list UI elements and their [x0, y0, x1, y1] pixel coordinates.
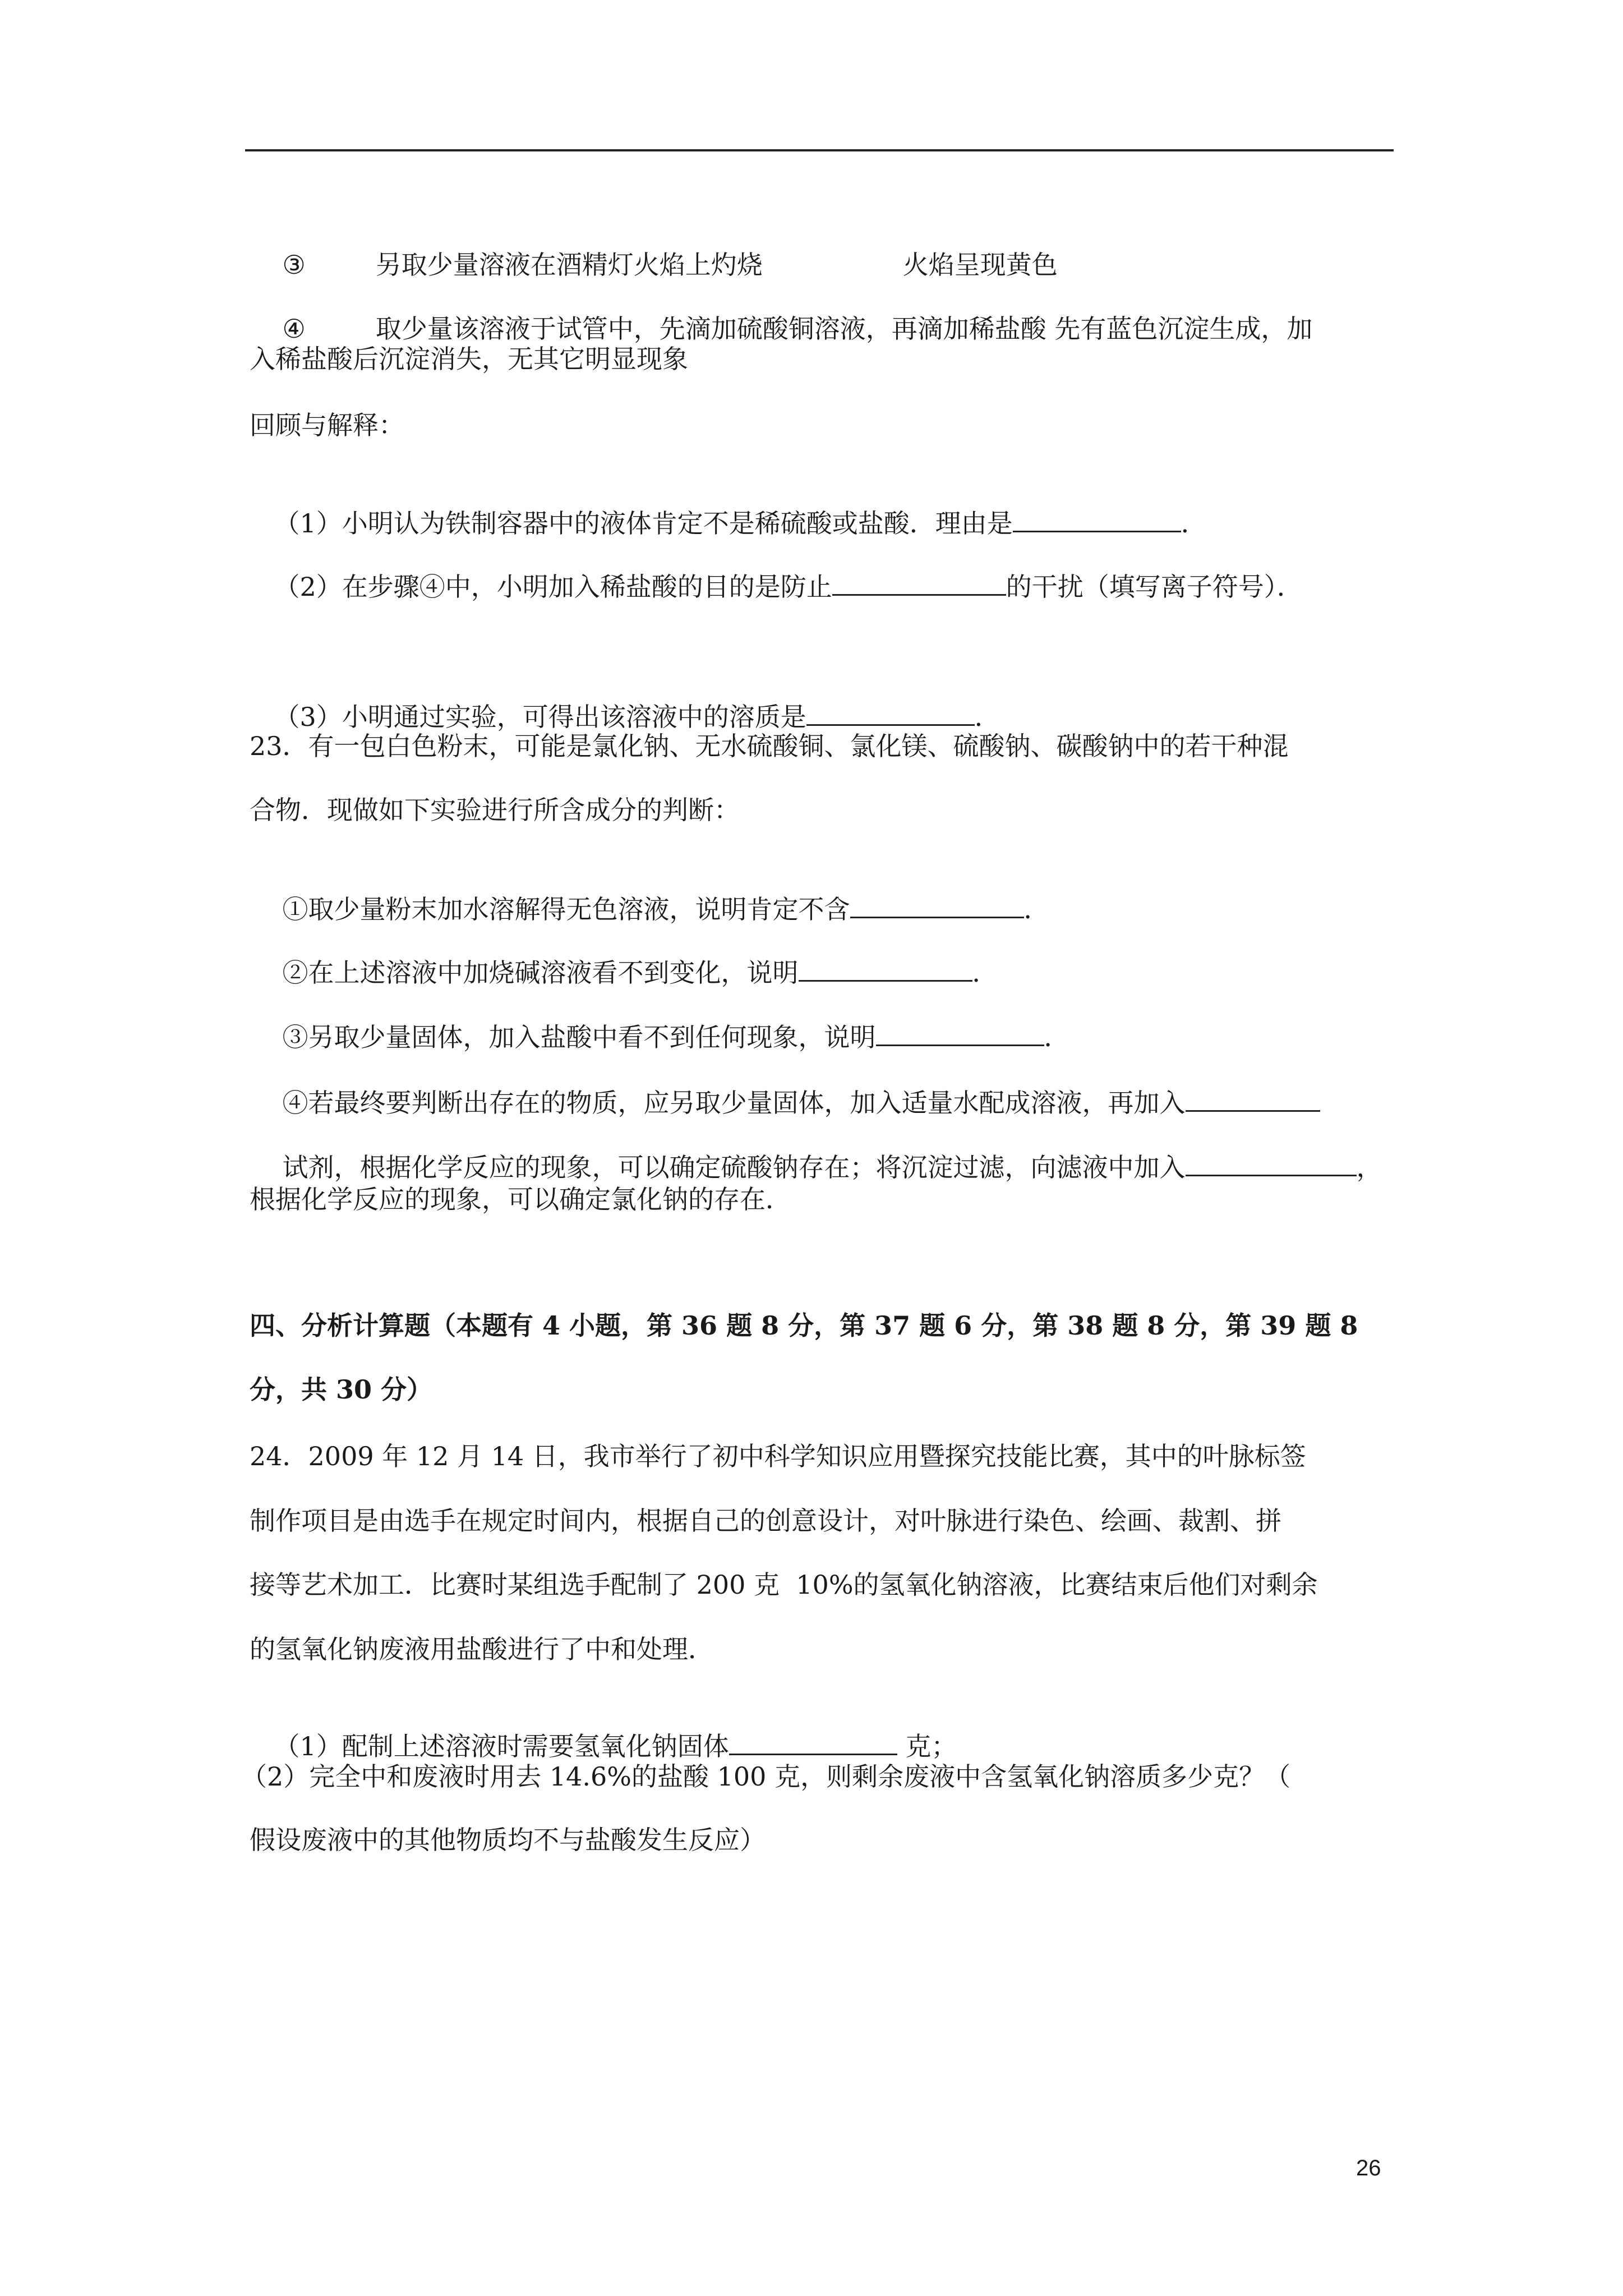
- q23-stem: 23．有一包白色粉末，可能是氯化钠、无水硫酸铜、氯化镁、硫酸钠、碳酸钠中的若干种混: [250, 731, 1289, 761]
- q24-stem: 24．2009 年 12 月 14 日，我市举行了初中科学知识应用暨探究技能比赛，其中的叶脉标签: [250, 1441, 1306, 1471]
- q24-part-2: （2）完全中和废液时用去 14.6%的盐酸 100 克，则剩余废液中含氢氧化钠溶质多少克？（: [241, 1761, 1291, 1792]
- answer-blank[interactable]: [1013, 506, 1181, 532]
- punctuation: ，: [1356, 1152, 1382, 1182]
- answer-blank[interactable]: [850, 892, 1024, 918]
- q24-stem-line-2: 制作项目是由选手在规定时间内，根据自己的创意设计，对叶脉进行染色、绘画、裁割、拼: [250, 1506, 1281, 1536]
- punctuation: ．: [972, 958, 998, 988]
- question-2-suffix: 的干扰（填写离子符号）．: [1006, 572, 1303, 602]
- review-heading: 回顾与解释：: [250, 410, 404, 440]
- q23-item-4-end: 根据化学反应的现象，可以确定氯化钠的存在．: [250, 1184, 791, 1214]
- answer-blank[interactable]: [832, 569, 1006, 596]
- q24-part-1-text: （1）配制上述溶液时需要氢氧化钠固体: [274, 1731, 729, 1761]
- step-4-continued: 入稀盐酸后沉淀消失，无其它明显现象: [250, 344, 688, 374]
- answer-blank[interactable]: [876, 1020, 1044, 1046]
- answer-blank[interactable]: [806, 700, 975, 726]
- punctuation: ．: [1181, 508, 1207, 539]
- section-4-heading-continued: 分，共 30 分）: [250, 1374, 433, 1405]
- question-3-text: （3）小明通过实验，可得出该溶液中的溶质是: [274, 702, 806, 732]
- q24-stem-line-3: 接等艺术加工．比赛时某组选手配制了 200 克 10%的氢氧化钠溶液，比赛结束后他们对剩余: [250, 1570, 1318, 1600]
- question-2: [241, 536, 1303, 637]
- question-1-text: （1）小明认为铁制容器中的液体肯定不是稀硫酸或盐酸．理由是: [274, 508, 1013, 539]
- answer-blank[interactable]: [729, 1729, 897, 1755]
- q24-part-1-unit: 克；: [897, 1731, 957, 1761]
- step-4-text: 取少量该溶液于试管中，先滴加硫酸铜溶液，再滴加稀盐酸 先有蓝色沉淀生成，加: [375, 314, 1313, 344]
- q23-stem-continued: 合物．现做如下实验进行所含成分的判断：: [250, 795, 740, 825]
- header-rule: [245, 149, 1394, 151]
- step-3-observation: 火焰呈现黄色: [902, 250, 1058, 280]
- section-4-heading: 四、分析计算题（本题有 4 小题，第 36 题 8 分，第 37 题 6 分，第 38 题 8 分，第 39 题 8: [250, 1310, 1358, 1341]
- q24-stem-line-4: 的氢氧化钠废液用盐酸进行了中和处理．: [250, 1634, 714, 1664]
- punctuation: ．: [974, 702, 1000, 732]
- punctuation: ．: [1023, 894, 1050, 924]
- answer-blank[interactable]: [1186, 1085, 1320, 1112]
- question-2-text: （2）在步骤④中，小明加入稀盐酸的目的是防止: [274, 572, 832, 602]
- answer-blank[interactable]: [1186, 1150, 1357, 1176]
- punctuation: ．: [1044, 1022, 1070, 1052]
- q23-item-4-continued-text: 试剂，根据化学反应的现象，可以确定硫酸钠存在；将沉淀过滤，向滤液中加入: [282, 1152, 1186, 1182]
- q23-item-2-text: ②在上述溶液中加烧碱溶液看不到变化，说明: [282, 958, 799, 988]
- q23-item-4-text: ④若最终要判断出存在的物质，应另取少量固体，加入适量水配成溶液，再加入: [282, 1088, 1186, 1118]
- q23-item-1-text: ①取少量粉末加水溶解得无色溶液，说明肯定不含: [282, 894, 850, 924]
- step-3-marker: ③: [282, 250, 306, 280]
- answer-blank[interactable]: [799, 955, 972, 982]
- page-number: 26: [1356, 2156, 1381, 2180]
- q24-part-2-continued: 假设废液中的其他物质均不与盐酸发生反应）: [250, 1825, 766, 1855]
- step-3-operation: 另取少量溶液在酒精灯火焰上灼烧: [375, 250, 763, 280]
- step-4-marker: ④: [282, 314, 306, 344]
- q23-item-3-text: ③另取少量固体，加入盐酸中看不到任何现象，说明: [282, 1022, 876, 1052]
